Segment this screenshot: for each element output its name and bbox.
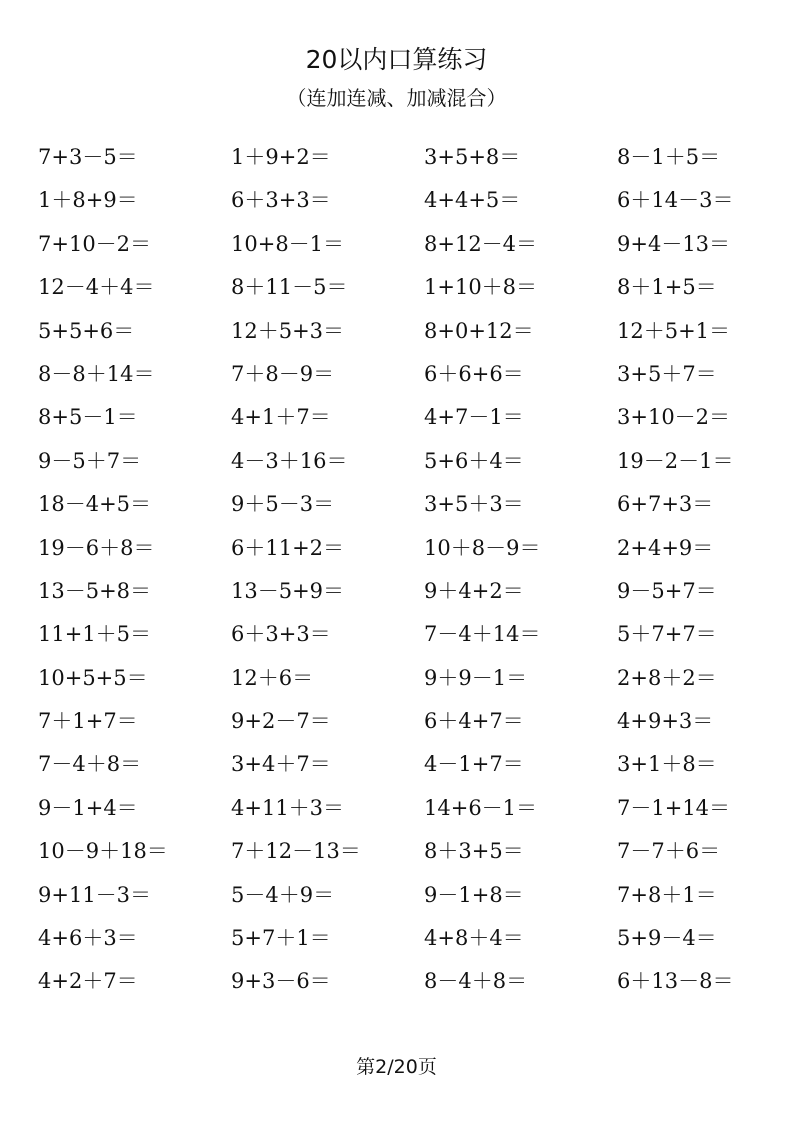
problem-item: 8＋1+5＝ (617, 275, 717, 300)
problem-item: 3+4＋7＝ (231, 752, 331, 777)
problem-item: 4－1+7＝ (424, 752, 524, 777)
problem-item: 9+4－13＝ (617, 231, 731, 256)
problem-item: 6＋14－3＝ (617, 188, 734, 213)
problem-item: 8－4＋8＝ (424, 969, 528, 994)
problem-item: 3+5＋3＝ (424, 492, 524, 517)
worksheet-subtitle: （连加连减、加减混合） (286, 86, 507, 110)
problem-item: 7－4＋8＝ (38, 752, 142, 777)
problem-item: 8＋3+5＝ (424, 839, 524, 864)
problem-item: 7－7＋6＝ (617, 839, 721, 864)
problem-item: 5－4＋9＝ (231, 882, 335, 907)
problem-item: 6+7+3＝ (617, 492, 714, 517)
problem-item: 6＋11+2＝ (231, 535, 345, 560)
problem-item: 9+3－6＝ (231, 969, 331, 994)
problem-item: 6＋13－8＝ (617, 969, 734, 994)
problem-item: 7+10－2＝ (38, 231, 152, 256)
problem-item: 19－2－1＝ (617, 448, 734, 473)
problem-item: 12＋5+3＝ (231, 318, 345, 343)
problem-item: 9＋4+2＝ (424, 578, 524, 603)
problem-item: 7+3－5＝ (38, 145, 138, 169)
problem-item: 7+8＋1＝ (617, 882, 717, 907)
problem-item: 1+10＋8＝ (424, 275, 538, 300)
problem-item: 9－1+4＝ (38, 795, 138, 820)
problem-item: 4+9+3＝ (617, 709, 714, 734)
problem-item: 4+1＋7＝ (231, 405, 331, 430)
problem-item: 7－1+14＝ (617, 795, 731, 820)
problem-item: 6＋4+7＝ (424, 709, 524, 734)
problem-item: 8+5－1＝ (38, 405, 138, 430)
problem-item: 8－1＋5＝ (617, 145, 721, 169)
problem-item: 9＋5－3＝ (231, 492, 335, 517)
problem-item: 7＋8－9＝ (231, 361, 335, 386)
problem-item: 8－8＋14＝ (38, 361, 155, 386)
problem-item: 5+9－4＝ (617, 926, 717, 951)
problem-item: 18－4+5＝ (38, 492, 152, 517)
problem-item: 9＋9－1＝ (424, 665, 528, 690)
problem-item: 4+11＋3＝ (231, 795, 345, 820)
problem-item: 1＋8+9＝ (38, 188, 138, 213)
problem-item: 9+11－3＝ (38, 882, 152, 907)
problem-item: 13－5+9＝ (231, 578, 345, 603)
problem-item: 1＋9+2＝ (231, 145, 331, 169)
problem-item: 9－1+8＝ (424, 882, 524, 907)
problem-item: 8+0+12＝ (424, 318, 534, 343)
problem-item: 7－4＋14＝ (424, 622, 541, 647)
problem-item: 4+2＋7＝ (38, 969, 138, 994)
worksheet-title: 20以内口算练习 (305, 45, 488, 74)
problem-item: 10－9＋18＝ (38, 839, 168, 864)
problem-item: 4－3＋16＝ (231, 448, 348, 473)
problem-item: 4+7－1＝ (424, 405, 524, 430)
problem-item: 8+12－4＝ (424, 231, 538, 256)
problem-item: 4+8＋4＝ (424, 926, 524, 951)
problem-item: 4+4+5＝ (424, 188, 521, 213)
problem-item: 10+8－1＝ (231, 231, 345, 256)
problem-item: 12－4＋4＝ (38, 275, 155, 300)
problem-item: 3+5+8＝ (424, 145, 521, 169)
page-number: 第2/20页 (356, 1056, 437, 1078)
problem-item: 10+5+5＝ (38, 665, 148, 690)
problem-item: 5+6＋4＝ (424, 448, 524, 473)
problem-item: 6＋6+6＝ (424, 361, 524, 386)
problem-item: 3+5＋7＝ (617, 361, 717, 386)
problem-item: 2+8＋2＝ (617, 665, 717, 690)
problem-item: 7＋1+7＝ (38, 709, 138, 734)
problem-item: 19－6＋8＝ (38, 535, 155, 560)
problem-grid (38, 140, 778, 1008)
problem-item: 9+2－7＝ (231, 709, 331, 734)
problem-item: 10＋8－9＝ (424, 535, 541, 560)
problem-item: 14+6－1＝ (424, 795, 538, 820)
problem-item: 2+4+9＝ (617, 535, 714, 560)
problem-item: 5+7＋1＝ (231, 926, 331, 951)
problem-item: 5＋7+7＝ (617, 622, 717, 647)
problem-item: 8＋11－5＝ (231, 275, 348, 300)
problem-item: 6＋3+3＝ (231, 622, 331, 647)
problem-item: 12＋6＝ (231, 665, 314, 690)
problem-item: 3+10－2＝ (617, 405, 731, 430)
problem-item: 12＋5+1＝ (617, 318, 731, 343)
problem-item: 11+1＋5＝ (38, 622, 152, 647)
problem-item: 6＋3+3＝ (231, 188, 331, 213)
problem-item: 13－5+8＝ (38, 578, 152, 603)
problem-item: 7＋12－13＝ (231, 839, 361, 864)
problem-item: 5+5+6＝ (38, 318, 135, 343)
problem-item: 4+6＋3＝ (38, 926, 138, 951)
problem-item: 3+1＋8＝ (617, 752, 717, 777)
problem-item: 9－5+7＝ (617, 578, 717, 603)
problem-item: 9－5＋7＝ (38, 448, 142, 473)
